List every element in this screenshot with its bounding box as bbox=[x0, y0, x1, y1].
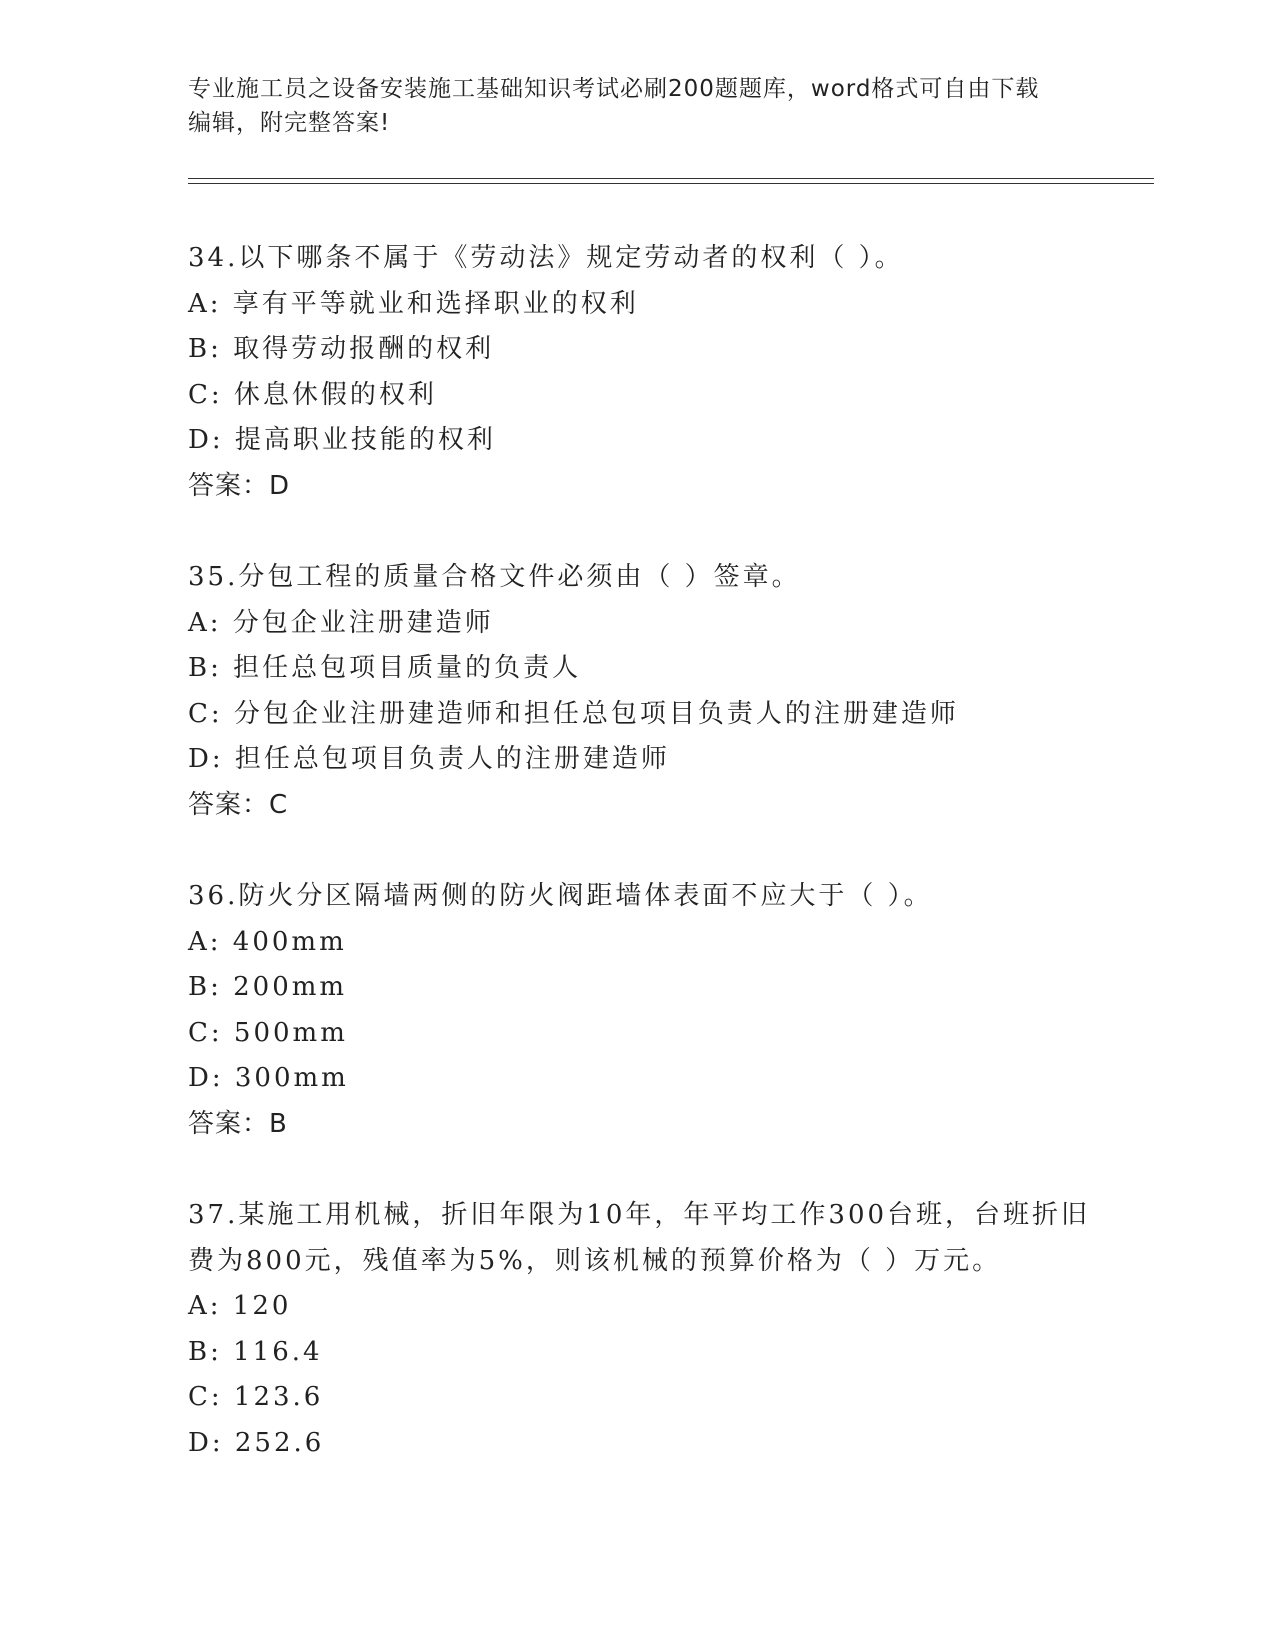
option-d: D: 担任总包项目负责人的注册建造师 bbox=[188, 744, 670, 774]
option-c: C: 分包企业注册建造师和担任总包项目负责人的注册建造师 bbox=[188, 698, 959, 729]
option-c: C: 休息休假的权利 bbox=[188, 379, 437, 410]
option-b: B: 取得劳动报酬的权利 bbox=[188, 334, 495, 364]
option-b: B: 担任总包项目质量的负责人 bbox=[188, 653, 582, 683]
answer-label: 答案：C bbox=[188, 789, 289, 820]
header-double-rule bbox=[188, 178, 1154, 184]
option-d: D: 提高职业技能的权利 bbox=[188, 425, 496, 455]
header-title-line-2: 编辑，附完整答案! bbox=[188, 110, 391, 136]
answer-label: 答案：D bbox=[188, 470, 291, 501]
question-34 bbox=[188, 236, 1108, 509]
option-b: B: 116.4 bbox=[188, 1336, 323, 1367]
option-a: A: 120 bbox=[188, 1291, 292, 1321]
header-title-line-1: 专业施工员之设备安装施工基础知识考试必刷200题题库，word格式可自由下载 bbox=[188, 76, 1040, 102]
question-stem: 35.分包工程的质量合格文件必须由（ ）签章。 bbox=[188, 562, 801, 592]
question-stem: 36.防火分区隔墙两侧的防火阀距墙体表面不应大于（ ）。 bbox=[188, 881, 933, 911]
question-stem: 37.某施工用机械，折旧年限为10年，年平均工作300台班，台班折旧费为800元，残值率为5%，则该机械的预算价格为（ ）万元。 bbox=[188, 1200, 1091, 1276]
option-a: A: 享有平等就业和选择职业的权利 bbox=[188, 288, 639, 319]
option-c: C: 500mm bbox=[188, 1017, 348, 1048]
question-35 bbox=[188, 555, 1108, 828]
option-d: D: 300mm bbox=[188, 1063, 349, 1093]
question-36 bbox=[188, 874, 1108, 1147]
answer-label: 答案：B bbox=[188, 1108, 288, 1139]
document-header bbox=[188, 72, 1088, 140]
question-stem: 34.以下哪条不属于《劳动法》规定劳动者的权利（ ）。 bbox=[188, 243, 904, 273]
option-a: A: 分包企业注册建造师 bbox=[188, 607, 494, 638]
option-b: B: 200mm bbox=[188, 972, 348, 1002]
question-list bbox=[188, 236, 1108, 1512]
option-c: C: 123.6 bbox=[188, 1382, 324, 1412]
option-d: D: 252.6 bbox=[188, 1427, 325, 1458]
question-37 bbox=[188, 1193, 1108, 1466]
option-a: A: 400mm bbox=[188, 926, 347, 957]
